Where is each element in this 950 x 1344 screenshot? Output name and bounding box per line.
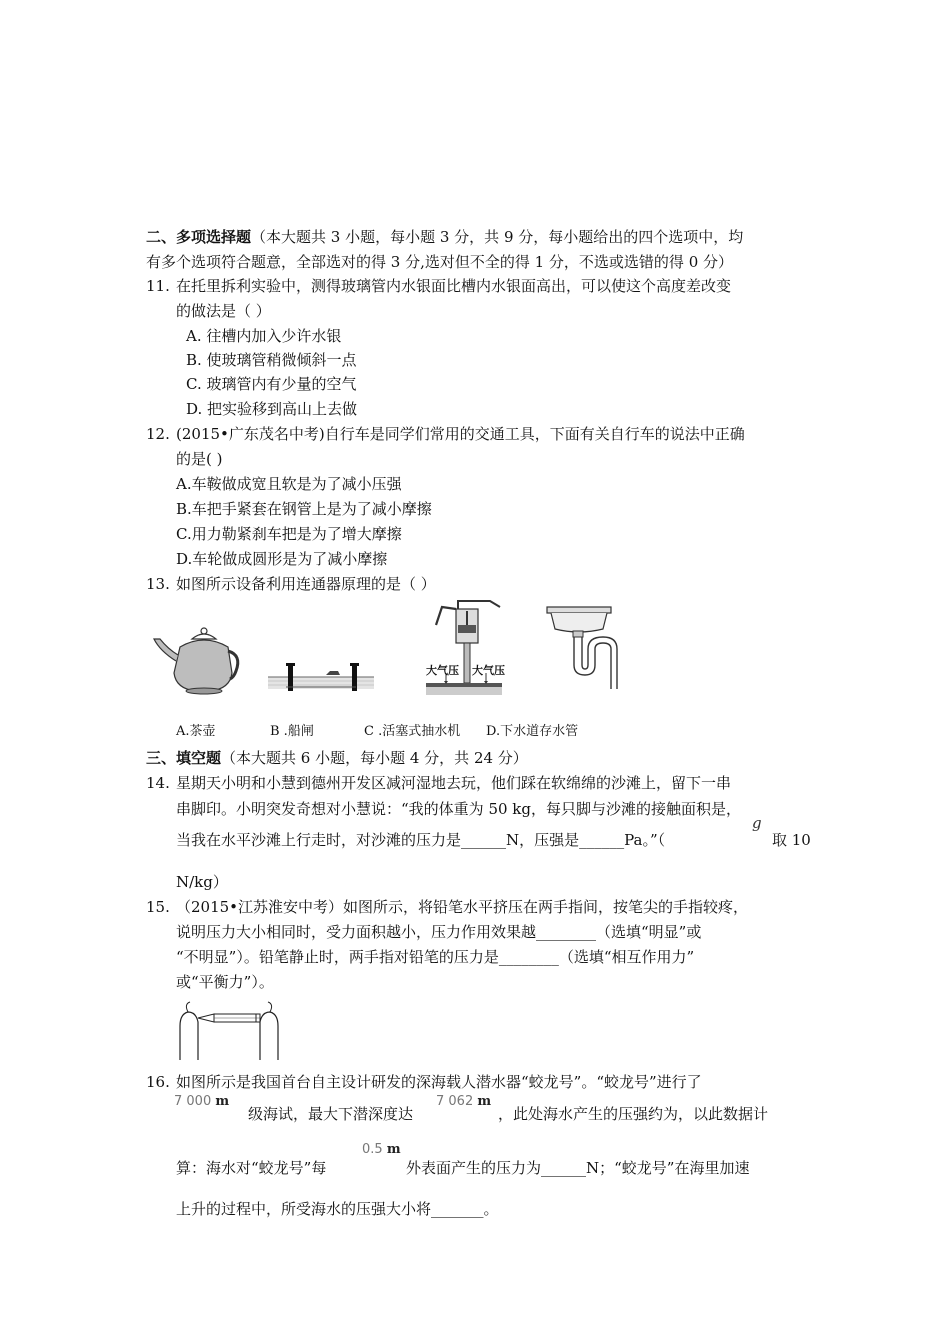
q14-line4: N/kg） — [176, 873, 228, 891]
q12-stem-line2: 的是( ) — [176, 450, 223, 468]
q15-line4: 或“平衡力”）。 — [176, 973, 274, 991]
q14-line2: 串脚印。小明突发奇想对小慧说：“我的体重为 50 kg，每只脚与沙滩的接触面积是， — [176, 800, 741, 818]
q16-line3a: 算：海水对“蛟龙号”每 — [176, 1159, 327, 1177]
q15-line3: “不明显”）。铅笔静止时，两手指对铅笔的压力是________（选填“相互作用力” — [176, 948, 695, 966]
q12-number: 12. — [146, 425, 170, 443]
q11-number: 11. — [146, 277, 170, 295]
atm-pressure-label-left: 大气压 — [426, 664, 459, 677]
section2-intro-line2: 有多个选项符合题意，全部选对的得 3 分,选对但不全的得 1 分，不选或选错的得 0 分） — [146, 253, 734, 271]
q13-caption-b: B .船闸 — [270, 724, 314, 739]
sink-trap-figure — [545, 603, 620, 693]
q11-option-c: C. 玻璃管内有少量的空气 — [186, 375, 357, 393]
pencil-fingers-figure — [176, 996, 282, 1062]
q11-stem-line1: 在托里拆利实验中，测得玻璃管内水银面比槽内水银面高出，可以使这个高度差改变 — [176, 277, 732, 295]
q13-caption-c: C .活塞式抽水机 — [364, 724, 461, 739]
q13-caption-d: D.下水道存水管 — [486, 724, 579, 739]
q15-line1: （2015•江苏淮安中考）如图所示，将铅笔水平挤压在两手指间，按笔尖的手指较疼， — [176, 898, 749, 916]
q11-option-a: A. 往槽内加入少许水银 — [186, 327, 342, 345]
q13-stem: 如图所示设备利用连通器原理的是（ ） — [176, 575, 436, 593]
ship-lock-figure — [266, 655, 376, 695]
q11-option-d: D. 把实验移到高山上去做 — [186, 400, 358, 418]
q11-option-b: B. 使玻璃管稍微倾斜一点 — [186, 351, 357, 369]
q12-option-c: C.用力勒紧刹车把是为了增大摩擦 — [176, 525, 402, 543]
q14-line3: 当我在水平沙滩上行走时，对沙滩的压力是______N，压强是______Pa。”（ — [176, 831, 666, 849]
g-symbol-image: g — [752, 814, 762, 832]
piston-pump-figure — [420, 597, 510, 697]
section2-intro-line1: 二、多项选择题（本大题共 3 小题，每小题 3 分，共 9 分，每小题给出的四个选项中，均 — [146, 228, 744, 246]
q15-line2: 说明压力大小相同时，受力面积越小，压力作用效果越________（选填“明显”或 — [176, 923, 702, 941]
area-0-5m-image: 0.5 m — [362, 1142, 401, 1157]
q11-stem-line2: 的做法是（ ） — [176, 302, 271, 320]
q16-line4: 上升的过程中，所受海水的压强大小将_______。 — [176, 1200, 499, 1218]
q12-stem-line1: (2015•广东茂名中考)自行车是同学们常用的交通工具，下面有关自行车的说法中正确 — [176, 425, 745, 443]
depth-7062m-image: 7 062 m — [436, 1094, 492, 1109]
q14-number: 14. — [146, 774, 170, 792]
q14-line3-end: 取 10 — [772, 831, 811, 849]
atm-pressure-label-right: 大气压 — [472, 664, 505, 677]
q14-line1: 星期天小明和小慧到德州开发区减河湿地去玩，他们踩在软绵绵的沙滩上，留下一串 — [176, 774, 732, 792]
q16-line2b: ，此处海水产生的压强约为，以此数据计 — [498, 1105, 769, 1123]
q15-number: 15. — [146, 898, 170, 916]
depth-7000m-image: 7 000 m — [174, 1094, 230, 1109]
q16-line3b: 外表面产生的压力为______N；“蛟龙号”在海里加速 — [406, 1159, 750, 1177]
section3-heading: 三、填空题 — [146, 749, 222, 767]
section3-intro: 三、填空题（本大题共 6 小题，每小题 4 分，共 24 分） — [146, 749, 528, 767]
teapot-figure — [150, 625, 242, 697]
q16-number: 16. — [146, 1073, 170, 1091]
q16-line2a: 级海试，最大下潜深度达 — [248, 1105, 414, 1123]
q12-option-d: D.车轮做成圆形是为了减小摩擦 — [176, 550, 388, 568]
q13-number: 13. — [146, 575, 170, 593]
q16-line1: 如图所示是我国首台自主设计研发的深海载人潜水器“蛟龙号”。“蛟龙号”进行了 — [176, 1073, 702, 1091]
q13-caption-a: A.茶壶 — [176, 724, 216, 739]
q12-option-a: A.车鞍做成宽且软是为了减小压强 — [176, 475, 402, 493]
section2-heading: 二、多项选择题 — [146, 228, 252, 246]
q12-option-b: B.车把手紧套在钢管上是为了减小摩擦 — [176, 500, 432, 518]
